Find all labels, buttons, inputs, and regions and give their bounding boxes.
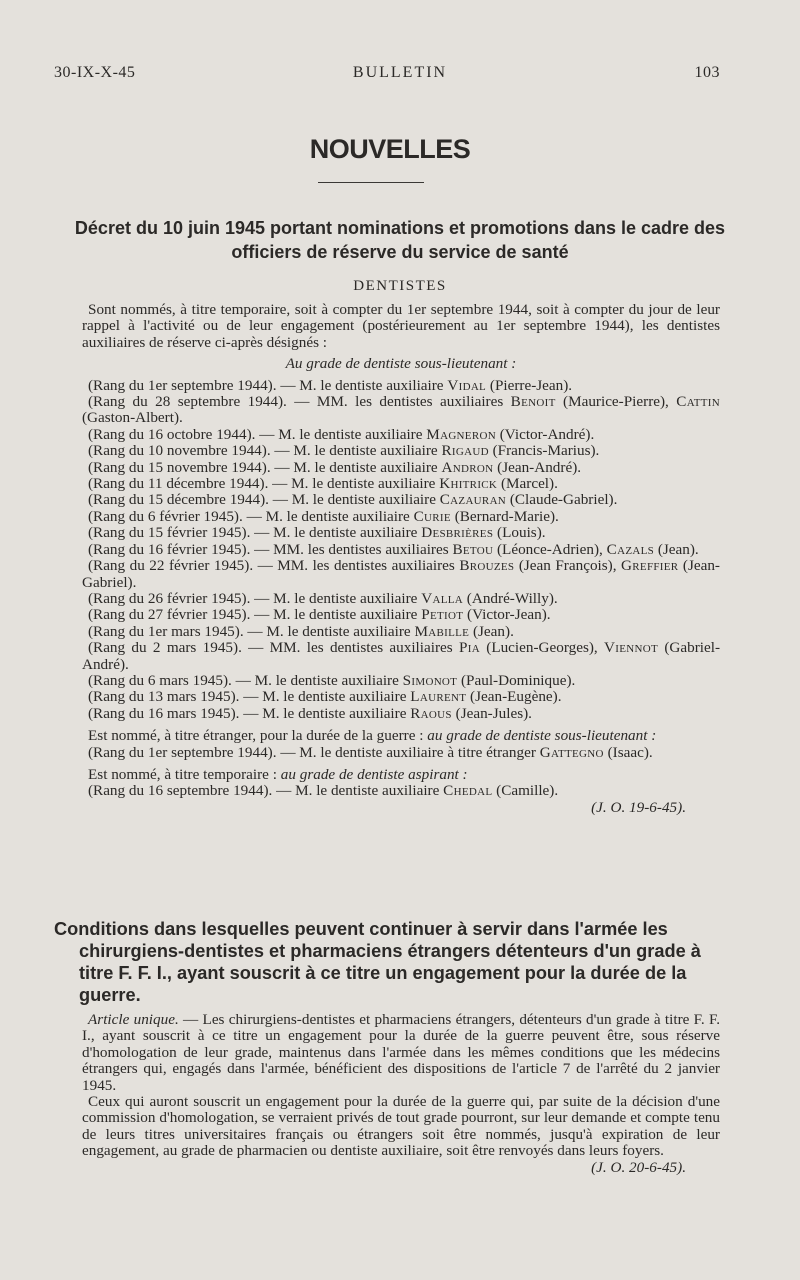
page-number: 103 xyxy=(694,64,720,81)
aspirant-entry-name: Chedal xyxy=(443,782,493,800)
entry-surname: Petiot xyxy=(421,606,464,624)
entry-rank-text: (Rang du 28 septembre 1944). — MM. les dentistes auxiliaires xyxy=(88,393,511,411)
section1-subheading: DENTISTES xyxy=(353,278,447,294)
page-title: NOUVELLES xyxy=(309,134,471,164)
entry-surname: Brouzes xyxy=(459,557,515,575)
nomination-entry xyxy=(82,509,720,525)
entry-surname: Laurent xyxy=(410,688,467,706)
entry-given-names: (Maurice-Pierre), xyxy=(555,393,677,411)
entry-surname: Khitrick xyxy=(439,475,498,493)
title-divider xyxy=(318,182,424,183)
nomination-entry xyxy=(82,460,720,476)
nomination-entry xyxy=(82,673,720,689)
entry-surname: Vidal xyxy=(447,376,487,394)
entry-rank-text: (Rang du 27 février 1945). — M. le dentiste auxiliaire xyxy=(88,606,422,624)
entry-given-names: (Jean). xyxy=(469,622,514,640)
entry-rank-text: (Rang du 15 février 1945). — M. le dentiste auxiliaire xyxy=(88,524,422,542)
nomination-entry xyxy=(82,525,720,541)
nomination-entry xyxy=(82,394,720,427)
aspirant-entry xyxy=(82,783,720,799)
entry-rank-text: (Rang du 1er septembre 1944). — M. le dentiste auxiliaire xyxy=(88,376,448,394)
section2-para2: Ceux qui auront souscrit un engagement pour la durée de la guerre qui, par suite de la décision d'une commission d'homologation, se verraient privés de tout grade pourront, sur leur demande et compte tenu de leurs titres universitaires français ou étrangers soit être nommés, jusqu'à expiration de leur engagement, au grade de pharmacien ou dentiste auxiliaire, soit être renvoyés dans leurs foyers. xyxy=(82,1093,720,1160)
entry-rank-text: (Rang du 16 février 1945). — MM. les dentistes auxiliaires xyxy=(88,540,453,558)
entry-rank-text: (Rang du 10 novembre 1944). — M. le dentiste auxiliaire xyxy=(88,442,442,460)
entry-given-names: (Claude-Gabriel). xyxy=(506,491,618,509)
entry-given-names-2: (Gabriel-André). xyxy=(82,639,721,673)
entry-rank-text: (Rang du 15 novembre 1944). — M. le dentiste auxiliaire xyxy=(88,458,442,476)
entry-surname: Pia xyxy=(458,639,480,657)
entry-surname: Rigaud xyxy=(441,442,489,460)
entry-rank-text: (Rang du 6 février 1945). — M. le dentiste auxiliaire xyxy=(88,507,414,525)
entry-surname: Benoit xyxy=(510,393,556,411)
foreign-entry-name: Gattegno xyxy=(539,743,604,761)
foreign-paragraph xyxy=(82,728,720,744)
entry-surname: Valla xyxy=(421,589,463,607)
entry-surname: Andron xyxy=(441,458,494,476)
entry-rank-text: (Rang du 22 février 1945). — MM. les dentistes auxiliaires xyxy=(88,557,460,575)
nomination-entry xyxy=(82,624,720,640)
entry-given-names: (Jean-André). xyxy=(493,458,582,476)
entry-surname: Mabille xyxy=(414,622,470,640)
entry-given-names: (Bernard-Marie). xyxy=(450,507,559,525)
section2-source: (J. O. 20-6-45). xyxy=(591,1158,686,1176)
nomination-entry xyxy=(82,443,720,459)
entry-rank-text: (Rang du 13 mars 1945). — M. le dentiste auxiliaire xyxy=(88,688,411,706)
section2-heading: Conditions dans lesquelles peuvent continuer à servir dans l'armée les chirurgiens-dentistes et pharmaciens étrangers détenteurs d'un grade à titre F. F. I., ayant souscrit à ce titre un engagement pour la durée de la guerre. xyxy=(54,919,701,1005)
entry-surname-2: Cattin xyxy=(676,393,720,411)
entry-given-names: (Jean François), xyxy=(514,557,622,575)
entry-surname: Simonot xyxy=(402,671,458,689)
entry-given-names: (Victor-Jean). xyxy=(463,606,551,624)
entry-given-names: (Paul-Dominique). xyxy=(457,671,576,689)
aspirant-text: Est nommé, à titre temporaire : xyxy=(88,765,281,783)
entry-surname-2: Greffier xyxy=(621,557,679,575)
entry-given-names: (Léonce-Adrien), xyxy=(493,540,607,558)
entry-given-names-2: (Gaston-Albert). xyxy=(82,409,183,427)
section1-body xyxy=(82,302,720,816)
entry-rank-text: (Rang du 16 octobre 1944). — M. le dentiste auxiliaire xyxy=(88,425,427,443)
entry-surname: Cazauran xyxy=(439,491,507,509)
grade-caption: Au grade de dentiste sous-lieutenant : xyxy=(285,355,517,373)
article-paragraph xyxy=(82,1012,720,1094)
aspirant-entry-text: (Rang du 16 septembre 1944). — M. le dentiste auxiliaire xyxy=(88,782,444,800)
nomination-entry xyxy=(82,427,720,443)
entry-surname: Curie xyxy=(413,507,451,525)
foreign-grade: au grade de dentiste sous-lieutenant : xyxy=(427,727,657,745)
aspirant-entry-given: (Camille). xyxy=(492,782,559,800)
foreign-entry xyxy=(82,745,720,761)
nomination-entry xyxy=(82,492,720,508)
section2 xyxy=(54,918,724,1176)
entry-surname-2: Cazals xyxy=(606,540,655,558)
entry-rank-text: (Rang du 16 mars 1945). — M. le dentiste auxiliaire xyxy=(88,704,411,722)
nomination-entry xyxy=(82,591,720,607)
entry-given-names: (Louis). xyxy=(493,524,546,542)
nomination-entry xyxy=(82,378,720,394)
entry-rank-text: (Rang du 11 décembre 1944). — M. le dentiste auxiliaire xyxy=(88,475,440,493)
section1-intro: Sont nommés, à titre temporaire, soit à compter du 1er septembre 1944, soit à compter du jour de leur rappel à l'activité ou de leur engagement (postérieurement au 1er septembre 1944), les dentistes auxiliaires de réserve ci-après désignés : xyxy=(82,301,720,351)
foreign-text: Est nommé, à titre étranger, pour la durée de la guerre : xyxy=(88,727,428,745)
header-title: BULLETIN xyxy=(352,64,448,81)
nomination-entry xyxy=(82,640,720,673)
entry-given-names-2: (Jean). xyxy=(654,540,699,558)
entry-given-names: (Marcel). xyxy=(497,475,558,493)
entry-given-names: (Jean-Jules). xyxy=(451,704,532,722)
article-label: Article unique. xyxy=(88,1011,179,1028)
nomination-entry xyxy=(82,706,720,722)
nomination-entry xyxy=(82,476,720,492)
section1-source: (J. O. 19-6-45). xyxy=(591,798,686,816)
entry-rank-text: (Rang du 6 mars 1945). — M. le dentiste auxiliaire xyxy=(88,671,403,689)
section1-heading-wrap xyxy=(0,216,800,264)
nomination-entry xyxy=(82,558,720,591)
entry-rank-text: (Rang du 15 décembre 1944). — M. le dentiste auxiliaire xyxy=(88,491,440,509)
aspirant-paragraph xyxy=(82,767,720,783)
nomination-list xyxy=(82,378,720,723)
header-date: 30-IX-X-45 xyxy=(54,64,136,81)
foreign-entry-text: (Rang du 1er septembre 1944). — M. le dentiste auxiliaire à titre étranger xyxy=(88,743,540,761)
entry-surname: Raous xyxy=(410,704,452,722)
article-text: — Les chirurgiens-dentistes et pharmaciens étrangers, détenteurs d'un grade à titre F. F. I., ayant souscrit à ce titre un engagement pour la durée de la guerre peuvent être, sous réserve d'homologation de leur grade, maintenus dans l'armée dans les mêmes conditions que les médecins étrangers qui, engagés dans l'armée, bénéficient des dispositions de l'article 7 de l'arrêté du 2 janvier 1945. xyxy=(82,1011,721,1094)
entry-surname: Betou xyxy=(452,540,494,558)
entry-given-names: (Victor-André). xyxy=(495,425,595,443)
entry-surname: Desbrières xyxy=(421,524,494,542)
nomination-entry xyxy=(82,542,720,558)
entry-rank-text: (Rang du 1er mars 1945). — M. le dentiste auxiliaire xyxy=(88,622,415,640)
entry-given-names: (Jean-Eugène). xyxy=(466,688,562,706)
section1-heading: Décret du 10 juin 1945 portant nominations et promotions dans le cadre des officiers de réserve du service de santé xyxy=(74,218,726,262)
foreign-entry-given: (Isaac). xyxy=(603,743,653,761)
entry-given-names-2: (Jean-Gabriel). xyxy=(82,557,720,591)
entry-rank-text: (Rang du 2 mars 1945). — MM. les dentistes auxiliaires xyxy=(88,639,459,657)
entry-given-names: (Pierre-Jean). xyxy=(486,376,573,394)
entry-given-names: (Francis-Marius). xyxy=(488,442,600,460)
entry-rank-text: (Rang du 26 février 1945). — M. le dentiste auxiliaire xyxy=(88,589,422,607)
section2-body xyxy=(82,1012,720,1176)
entry-surname-2: Viennot xyxy=(604,639,659,657)
nomination-entry xyxy=(82,607,720,623)
entry-given-names: (Lucien-Georges), xyxy=(479,639,605,657)
aspirant-grade: au grade de dentiste aspirant : xyxy=(280,765,468,783)
entry-surname: Magneron xyxy=(426,425,496,443)
entry-given-names: (André-Willy). xyxy=(463,589,558,607)
nomination-entry xyxy=(82,689,720,705)
